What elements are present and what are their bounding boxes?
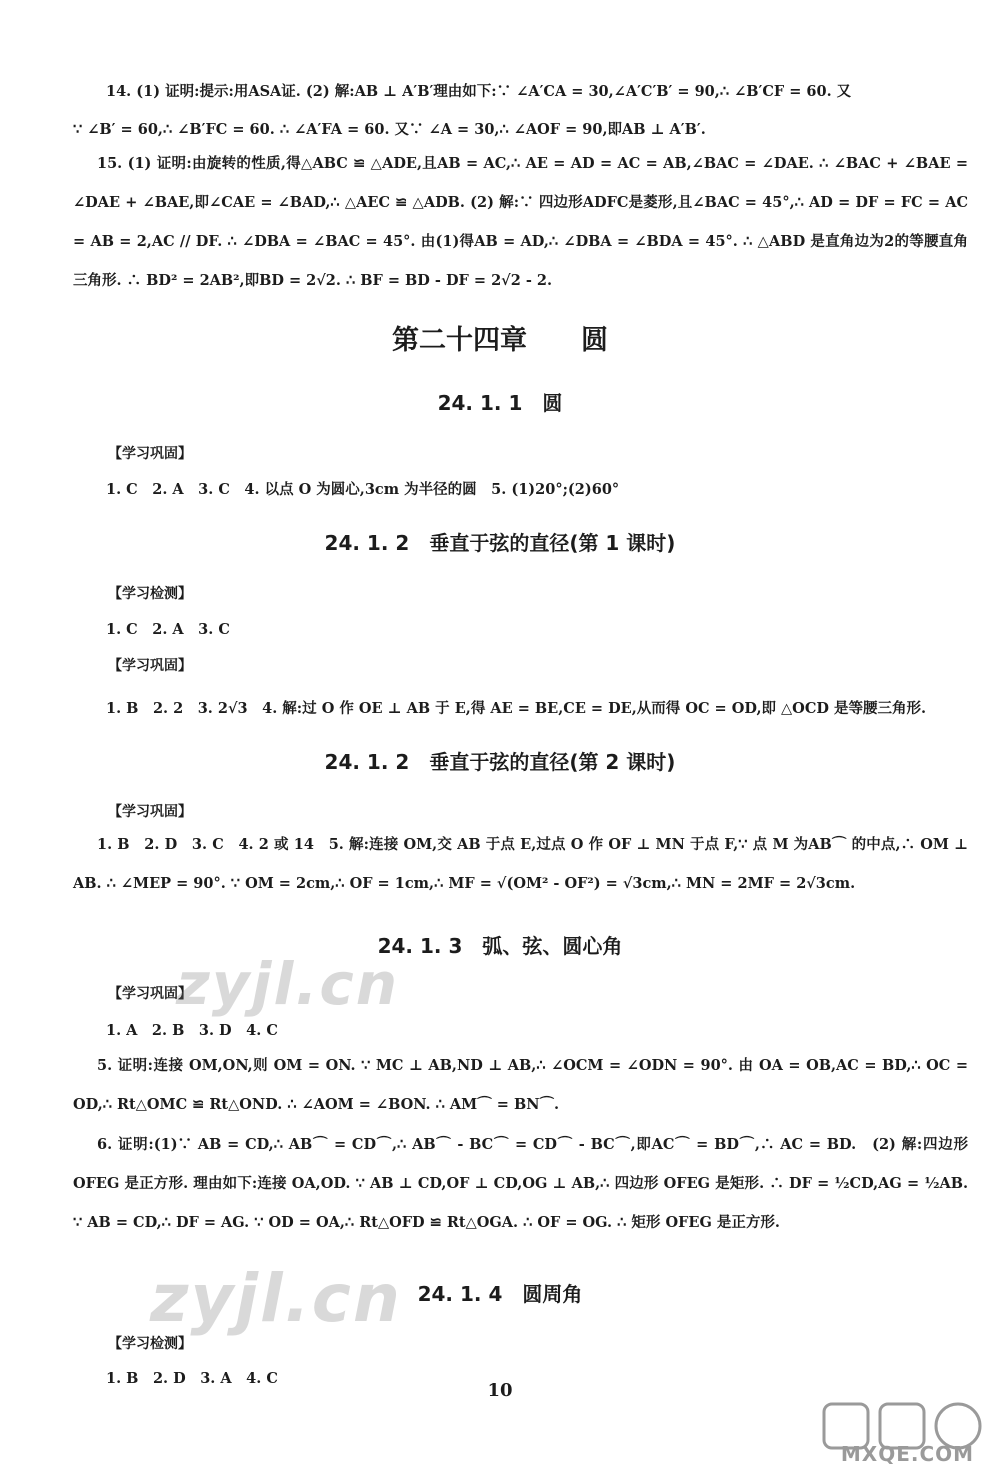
answer-14-line2: ∵ ∠B′ = 60,∴ ∠B′FC = 60. ∴ ∠A′FA = 60. 又∵ ∠A = 30,∴ ∠AOF = 90,即AB ⊥ A′B′. bbox=[73, 121, 706, 138]
answer-14-line1: 14. (1) 证明:提示:用ASA证. (2) 解:AB ⊥ A′B′理由如下:∵ ∠A′CA = 30,∠A′C′B′ = 90,∴ ∠B′CF = 60. 又 bbox=[106, 83, 852, 100]
section-tag: 【学习检测】 bbox=[108, 1336, 192, 1352]
section-title: 24. 1. 1 圆 bbox=[437, 391, 563, 415]
section-tag: 【学习检测】 bbox=[108, 586, 192, 602]
section-tag: 【学习巩固】 bbox=[108, 804, 192, 820]
answer-paragraph: 1. B 2. D 3. C 4. 2 或 14 5. 解:连接 OM,交 AB 于点 E,过点 O 作 OF ⊥ MN 于点 F,∵ 点 M 为AB⌒ 的中点,∴ OM ⊥ AB. ∴ ∠MEP = 90°. ∵ OM = 2cm,∴ OF = 1cm,∴ MF = √(OM² - OF²) = √3cm,∴ MN = 2MF = 2√3cm. bbox=[73, 836, 968, 892]
section-title: 24. 1. 3 弧、弦、圆心角 bbox=[377, 934, 623, 958]
section-tag: 【学习巩固】 bbox=[108, 986, 192, 1002]
watermark: zyjl.cn bbox=[150, 1260, 402, 1337]
chapter-title: 第二十四章 圆 bbox=[392, 325, 608, 356]
page-number: 10 bbox=[487, 1380, 513, 1401]
answer-paragraph: 6. 证明:(1)∵ AB = CD,∴ AB⌒ = CD⌒,∴ AB⌒ - BC⌒ = CD⌒ - BC⌒,即AC⌒ = BD⌒,∴ AC = BD. (2) 解:四边形 OFEG 是正方形. 理由如下:连接 OA,OD. ∵ AB ⊥ CD,OF ⊥ CD,OG ⊥ AB,∴ 四边形 OFEG 是矩形. ∴ DF = ½CD,AG = ½AB. ∵ AB = CD,∴ DF = AG. ∵ OD = OA,∴ Rt△OFD ≌ Rt△OGA. ∴ OF = OG. ∴ 矩形 OFEG 是正方形. bbox=[73, 1136, 968, 1231]
answer-paragraph: 5. 证明:连接 OM,ON,则 OM = ON. ∵ MC ⊥ AB,ND ⊥ AB,∴ ∠OCM = ∠ODN = 90°. 由 OA = OB,AC = BD,∴ OC = OD,∴ Rt△OMC ≌ Rt△OND. ∴ ∠AOM = ∠BON. ∴ AM⌒ = BN⌒. bbox=[73, 1057, 968, 1113]
section-title: 24. 1. 2 垂直于弦的直径(第 1 课时) bbox=[324, 531, 676, 555]
answer-line: 1. C 2. A 3. C bbox=[106, 621, 230, 638]
section-tag: 【学习巩固】 bbox=[108, 658, 192, 674]
watermark: zyjl.cn bbox=[176, 950, 400, 1018]
answer-15: 15. (1) 证明:由旋转的性质,得△ABC ≌ △ADE,且AB = AC,∴ AE = AD = AC = AB,∠BAC = ∠DAE. ∴ ∠BAC + ∠BAE = ∠DAE + ∠BAE,即∠CAE = ∠BAD,∴ △AEC ≌ △ADB. (2) 解:∵ 四边形ADFC是菱形,且∠BAC = 45°,∴ AD = DF = FC = AC = AB = 2,AC // DF. ∴ ∠DBA = ∠BAC = 45°. 由(1)得AB = AD,∴ ∠DBA = ∠BDA = 45°. ∴ △ABD 是直角边为2的等腰直角三角形. ∴ BD² = 2AB²,即BD = 2√2. ∴ BF = BD - DF = 2√2 - 2. bbox=[73, 155, 969, 289]
logo-url: MXQE.COM bbox=[840, 1442, 975, 1466]
section-tag: 【学习巩固】 bbox=[108, 446, 192, 462]
section-title: 24. 1. 2 垂直于弦的直径(第 2 课时) bbox=[324, 750, 676, 774]
answer-line: 1. B 2. D 3. A 4. C bbox=[106, 1370, 278, 1387]
answer-line: 1. A 2. B 3. D 4. C bbox=[106, 1022, 278, 1039]
answer-line: 1. B 2. 2 3. 2√3 4. 解:过 O 作 OE ⊥ AB 于 E,得 AE = BE,CE = DE,从而得 OC = OD,即 △OCD 是等腰三角形. bbox=[106, 700, 927, 717]
section-title: 24. 1. 4 圆周角 bbox=[417, 1282, 583, 1306]
answer-line: 1. C 2. A 3. C 4. 以点 O 为圆心,3cm 为半径的圆 5. (1)20°;(2)60° bbox=[106, 481, 620, 498]
